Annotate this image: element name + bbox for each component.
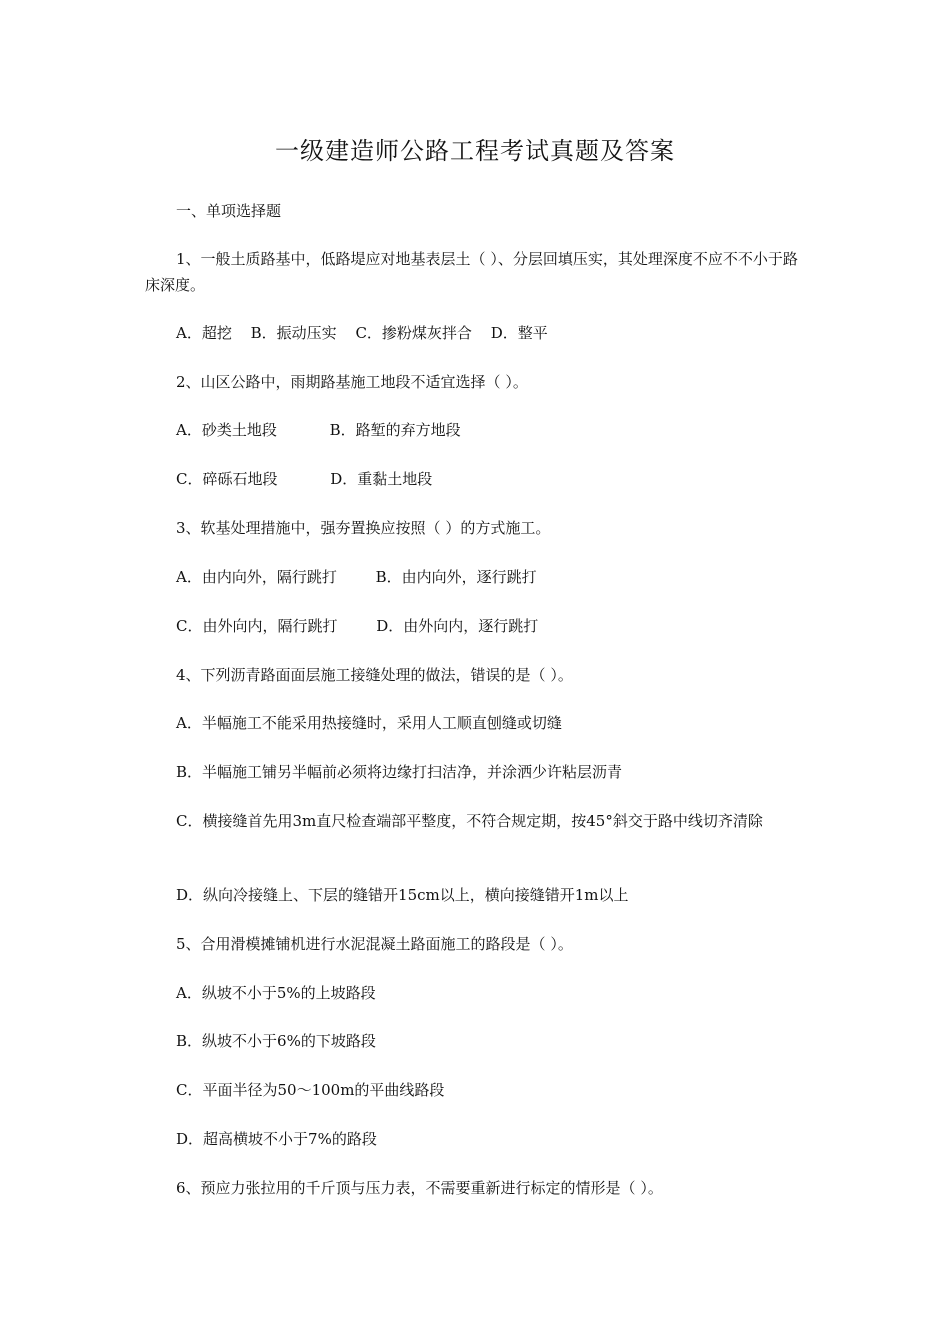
option-c: C．碎砾石地段 [176, 470, 278, 488]
question-4-option-b: B．半幅施工铺另半幅前必须将边缘打扫洁净，并涂洒少许粘层沥青 [176, 763, 623, 781]
question-4-stem: 4、下列沥青路面面层施工接缝处理的做法，错误的是（ ）。 [176, 666, 573, 684]
question-3-options-row-2 [176, 615, 538, 637]
question-2-stem: 2、山区公路中，雨期路基施工地段不适宜选择（ ）。 [176, 373, 528, 391]
question-4-option-c: C．横接缝首先用3m直尺检查端部平整度，不符合规定期，按45°斜交于路中线切齐清除 [176, 812, 763, 830]
question-2-options-row-2 [176, 468, 432, 490]
question-5-option-b: B．纵坡不小于6%的下坡路段 [176, 1032, 376, 1050]
option-b: B．路堑的弃方地段 [329, 421, 461, 439]
option-c: C．由外向内，隔行跳打 [176, 617, 338, 635]
question-1-options [176, 322, 548, 344]
question-5-option-a: A．纵坡不小于5%的上坡路段 [176, 984, 376, 1002]
option-a: A．超挖 [176, 324, 232, 342]
option-a: A．砂类土地段 [176, 421, 277, 439]
option-b: B．振动压实 [250, 324, 337, 342]
question-3-options-row-1 [176, 566, 537, 588]
option-d: D．由外向内，逐行跳打 [376, 617, 539, 635]
question-4-option-d: D．纵向冷接缝上、下层的缝错开15cm以上，横向接缝错开1m以上 [176, 886, 629, 904]
option-a: A．由内向外，隔行跳打 [176, 568, 337, 586]
section-heading: 一、单项选择题 [176, 202, 282, 220]
question-3-stem: 3、软基处理措施中，强夯置换应按照（ ）的方式施工。 [176, 519, 551, 537]
question-5-option-c: C．平面半径为50～100m的平曲线路段 [176, 1081, 445, 1099]
question-1-stem: 1、一般土质路基中，低路堤应对地基表层土（ ）、分层回填压实，其处理深度不应不不小于路床深度。 [145, 250, 798, 294]
question-5-stem: 5、合用滑模摊铺机进行水泥混凝土路面施工的路段是（ ）。 [176, 935, 573, 953]
question-5-option-d: D．超高横坡不小于7%的路段 [176, 1130, 377, 1148]
question-4-option-a: A．半幅施工不能采用热接缝时，采用人工顺直刨缝或切缝 [176, 714, 562, 732]
option-d: D．重黏土地段 [330, 470, 433, 488]
option-d: D．整平 [490, 324, 548, 342]
question-6-stem: 6、预应力张拉用的千斤顶与压力表，不需要重新进行标定的情形是（ ）。 [176, 1179, 663, 1197]
document-title: 一级建造师公路工程考试真题及答案 [275, 137, 675, 165]
question-2-options-row-1 [176, 419, 461, 441]
option-c: C．掺粉煤灰拌合 [355, 324, 472, 342]
option-b: B．由内向外，逐行跳打 [375, 568, 537, 586]
